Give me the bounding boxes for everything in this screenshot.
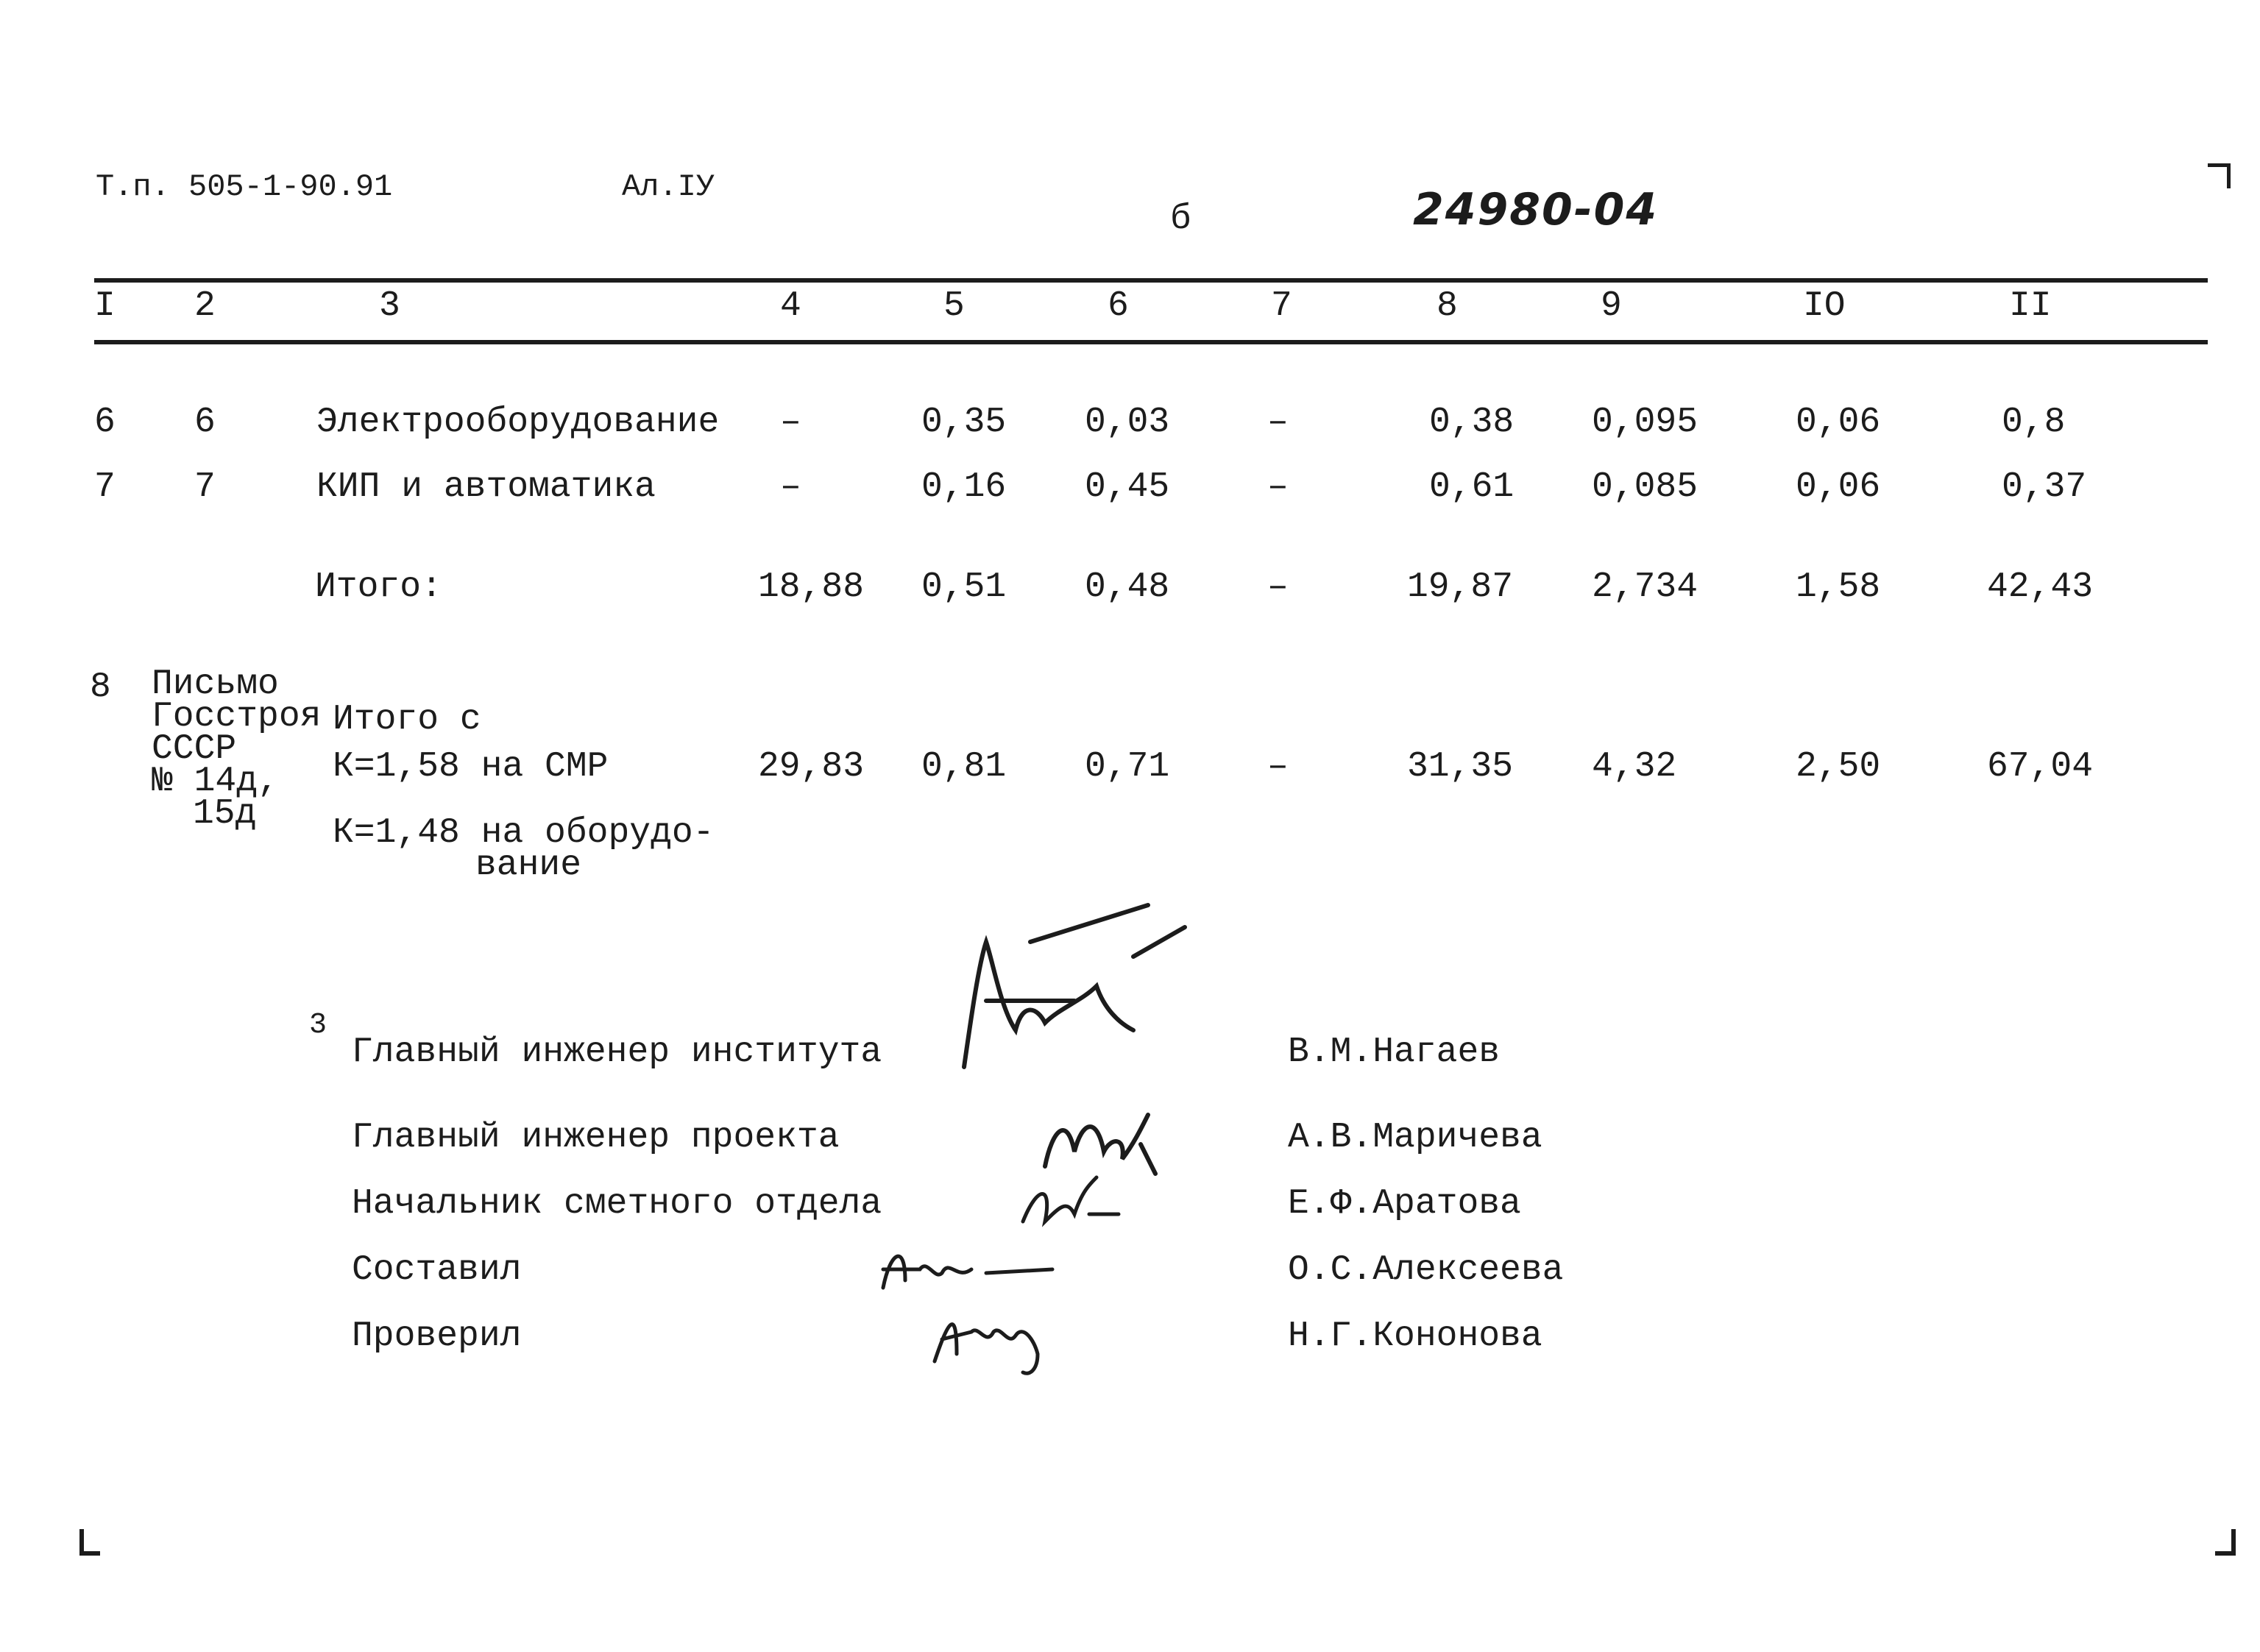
page-mark: б bbox=[1170, 199, 1191, 239]
total-col10: 1,58 bbox=[1796, 567, 1881, 607]
sheet-number: 24980-04 bbox=[1413, 184, 1659, 235]
corner-mark-bottom-left-h bbox=[79, 1551, 100, 1556]
cell-col4: 29,83 bbox=[758, 747, 865, 787]
cell-col8: 0,61 bbox=[1429, 467, 1515, 507]
cell-basis bbox=[152, 664, 322, 834]
cell-col11: 0,37 bbox=[2002, 467, 2087, 507]
basis-line: 15д bbox=[193, 794, 257, 834]
cell-name: КИП и автоматика bbox=[316, 467, 656, 507]
signature-mark-checker bbox=[927, 1295, 1060, 1383]
total-col5: 0,51 bbox=[921, 567, 1007, 607]
col-header-11: II bbox=[2009, 286, 2052, 326]
cell-col9: 4,32 bbox=[1592, 747, 1677, 787]
signature-role: Главный инженер института bbox=[352, 1032, 882, 1072]
basis-line: СССР bbox=[152, 729, 237, 769]
cell-col9: 0,095 bbox=[1592, 403, 1698, 442]
basis-line: Госстроя bbox=[152, 697, 322, 737]
signature-mark-compiler bbox=[876, 1236, 1060, 1302]
signature-mark-project-engineer bbox=[1038, 1100, 1163, 1181]
cell-col8: 31,35 bbox=[1407, 747, 1514, 787]
col-header-2: 2 bbox=[194, 286, 216, 326]
col-header-1: I bbox=[94, 286, 116, 326]
signature-mark-estimate-head bbox=[1016, 1170, 1126, 1236]
cell-desc-line4: вание bbox=[475, 846, 582, 885]
cell-col11: 67,04 bbox=[1987, 747, 2094, 787]
cell-col5: 0,16 bbox=[921, 467, 1007, 507]
cell-col4: – bbox=[780, 467, 801, 507]
signature-name: Е.Ф.Аратова bbox=[1288, 1184, 1521, 1224]
cell-col7: – bbox=[1267, 467, 1289, 507]
cell-col10: 0,06 bbox=[1796, 403, 1881, 442]
cell-col5: 0,81 bbox=[921, 747, 1007, 787]
table-top-rule bbox=[94, 278, 2208, 283]
corner-mark-top-right-v bbox=[2227, 163, 2231, 188]
col-header-4: 4 bbox=[780, 286, 801, 326]
cell-col7: – bbox=[1267, 747, 1289, 787]
cell-basis: 7 bbox=[194, 467, 216, 507]
cell-col9: 0,085 bbox=[1592, 467, 1698, 507]
cell-desc-line2: К=1,58 на СМР bbox=[333, 747, 609, 787]
cell-desc-line3: К=1,48 на оборудо- bbox=[333, 813, 715, 853]
total-col4: 18,88 bbox=[758, 567, 865, 607]
basis-line: Письмо bbox=[152, 664, 279, 704]
project-code: Т.п. 505-1-90.91 bbox=[96, 169, 393, 205]
signature-role: Проверил bbox=[352, 1316, 522, 1356]
signature-mark-chief-engineer bbox=[942, 898, 1207, 1089]
total-label: Итого: bbox=[315, 567, 442, 607]
cell-num: 8 bbox=[90, 667, 111, 707]
total-col8: 19,87 bbox=[1407, 567, 1514, 607]
total-col6: 0,48 bbox=[1085, 567, 1170, 607]
cell-col4: – bbox=[780, 403, 801, 442]
cell-col6: 0,71 bbox=[1085, 747, 1170, 787]
cell-col11: 0,8 bbox=[2002, 403, 2066, 442]
signature-role: Главный инженер проекта bbox=[352, 1118, 840, 1158]
col-header-8: 8 bbox=[1437, 286, 1458, 326]
cell-col7: – bbox=[1267, 403, 1289, 442]
col-header-6: 6 bbox=[1108, 286, 1129, 326]
signature-role: Начальник сметного отдела bbox=[352, 1184, 882, 1224]
cell-num: 7 bbox=[94, 467, 116, 507]
signature-name: А.В.Маричева bbox=[1288, 1118, 1542, 1158]
signature-role: Составил bbox=[352, 1250, 522, 1290]
col-header-7: 7 bbox=[1271, 286, 1292, 326]
col-header-10: IO bbox=[1803, 286, 1846, 326]
cell-basis: 6 bbox=[194, 403, 216, 442]
signature-name: О.С.Алексеева bbox=[1288, 1250, 1564, 1290]
cell-col10: 2,50 bbox=[1796, 747, 1881, 787]
table-header-rule bbox=[94, 340, 2208, 344]
corner-mark-bottom-right-v bbox=[2231, 1529, 2236, 1556]
total-col11: 42,43 bbox=[1987, 567, 2094, 607]
cell-col6: 0,03 bbox=[1085, 403, 1170, 442]
basis-line: № 14д, bbox=[152, 762, 279, 801]
signature-name: Н.Г.Кононова bbox=[1288, 1316, 1542, 1356]
signature-name: В.М.Нагаев bbox=[1288, 1032, 1501, 1072]
cell-col8: 0,38 bbox=[1429, 403, 1515, 442]
cell-num: 6 bbox=[94, 403, 116, 442]
cell-col6: 0,45 bbox=[1085, 467, 1170, 507]
cell-col10: 0,06 bbox=[1796, 467, 1881, 507]
col-header-5: 5 bbox=[943, 286, 965, 326]
cell-name: Электрооборудование bbox=[316, 403, 720, 442]
col-header-3: 3 bbox=[379, 286, 400, 326]
album-number: Ал.IУ bbox=[622, 169, 715, 205]
cell-desc-line1: Итого с bbox=[333, 700, 481, 740]
signature-block-mark: 3 bbox=[309, 1009, 327, 1042]
col-header-9: 9 bbox=[1601, 286, 1622, 326]
total-col7: – bbox=[1267, 567, 1289, 607]
total-col9: 2,734 bbox=[1592, 567, 1698, 607]
cell-col5: 0,35 bbox=[921, 403, 1007, 442]
